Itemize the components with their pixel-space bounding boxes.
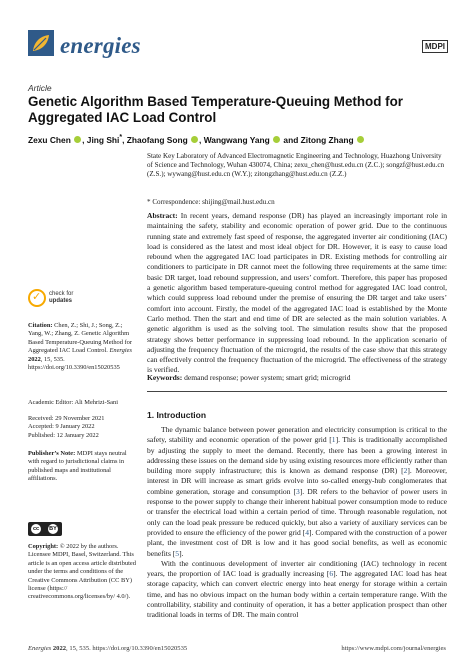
- by-icon: BY: [49, 526, 57, 532]
- paragraph-1-text: The dynamic balance between power generation and electricity consumption is critical to the safety, stability and economic operation of the power grid [1]. This is traditionally accomplished by adjusting the supply to meet the demand. Recently, there has been a growing interest in addressing these issues on the demand side by using existing resources more efficiently rather than building more supply infrastructure; this is known as demand response (DR) [2]. Moreover, interest in DR will increase as smart grids evolve into so-called energy-hub conglomerates that combine generation, storage and consumption [3]. DR refers to the behavior of power users in response to the power supply to change their inherent habitual power consumption mode to reduce or transfer the electrical load within a certain period of time. Through reasonable regulation, not only can the load peak pressure be reduced quickly, but also a variety of auxiliary services can be provided to ensure the efficiency of the power grid [4]. Compared with the construction of a power plant, the investment cost of DR is low and it has good social benefits, as well as economic benefits [5].: [147, 425, 447, 558]
- divider: [147, 391, 447, 392]
- publisher-note: [28, 450, 138, 484]
- cc-by-license-icon[interactable]: [28, 522, 62, 536]
- received-date: Received: 29 November 2021: [28, 415, 105, 422]
- citation: [28, 322, 138, 372]
- correspondence: * Correspondence: shijing@mail.hust.edu.cn: [147, 198, 275, 206]
- orcid-icon[interactable]: [357, 136, 364, 143]
- paragraph-1: [147, 425, 447, 559]
- author-name: Zexu Chen: [28, 134, 71, 145]
- journal-name: energies: [60, 33, 141, 58]
- affiliation: State Key Laboratory of Advanced Electromagnetic Engineering and Technology, Huazhong University of Science and Technology, Wuhan 430074, China; zexu_chen@hust.edu.cn (Z.C.); songzf@hust.edu.cn (Z.S.); wywang@hust.edu.cn (W.Y.); zitongzhang@hust.edu.cn (Z.Z.): [147, 152, 445, 179]
- publisher-note-text: MDPI stays neutral with regard to jurisdictional claims in published maps and institutional affiliations.: [28, 450, 127, 483]
- citation-text: Chen, Z.; Shi, J.; Song, Z.; Yang, W.; Zhang, Z. Genetic Algorithm Based Temperature-Queuing Method for Aggregated IAC Load Control.: [28, 322, 132, 355]
- paragraph-2-text: With the continuous development of inverter air conditioning (IAC) technology in recent years, the proportion of IAC load is gradually increasing [6]. The aggregated IAC load has heat storage capacity, which can convert electric energy into heat energy for storage within a certain time, and has no obvious impact on the human body within a certain temperature range. With the controllability, stability and continuity of operation, it has a better application prospect than other traditional loads in terms of DR. The main control: [147, 558, 447, 620]
- checkmark-icon: ✓: [32, 290, 42, 303]
- citation-link[interactable]: 1: [331, 435, 336, 445]
- citation-link[interactable]: 3: [296, 486, 300, 496]
- section-heading: 1. Introduction: [147, 410, 207, 420]
- citation-rest: , 15, 535. https://doi.org/10.3390/en15020535: [28, 355, 120, 372]
- author-superscript: *: [119, 134, 123, 141]
- check-updates-label: check for updates: [49, 291, 74, 304]
- citation-link[interactable]: 2: [403, 466, 408, 476]
- keywords-text: demand response; power system; smart grid; microgrid: [184, 373, 351, 382]
- copyright-text: © 2022 by the authors. Licensee MDPI, Basel, Switzerland. This article is an open access article distributed under the terms and conditions of the Creative Commons Attribution (CC BY) license (https:// creativecommons.org/licenses/by/ 4.0/).: [28, 543, 136, 601]
- orcid-icon[interactable]: [74, 136, 81, 143]
- academic-editor: Academic Editor: Ali Mehrizi-Sani: [28, 399, 118, 406]
- keywords-label: Keywords:: [147, 373, 183, 382]
- orcid-icon[interactable]: [191, 136, 198, 143]
- citation-year: 2022: [28, 355, 41, 363]
- publisher-note-label: Publisher’s Note:: [28, 450, 76, 457]
- abstract: [147, 211, 447, 376]
- copyright-label: Copyright:: [28, 543, 59, 550]
- leaf-logo-icon: [28, 30, 54, 56]
- publisher-badge: MDPI: [422, 40, 448, 53]
- copyright: [28, 543, 138, 602]
- article-type: Article: [28, 83, 52, 93]
- citation-link[interactable]: 6: [329, 569, 334, 579]
- author-name: Zitong Zhang: [300, 134, 354, 145]
- footer-citation: Energies 2022, 15, 535. https://doi.org/10.3390/en15020535: [28, 645, 188, 652]
- citation-link[interactable]: 4: [305, 527, 310, 537]
- author-list: Zexu Chen , Jing Shi*, Zhaofang Song , Wangwang Yang and Zitong Zhang: [28, 134, 458, 145]
- citation-journal: Energies: [109, 347, 132, 355]
- author-name: Jing Shi: [86, 134, 120, 145]
- author-name: Wangwang Yang: [203, 134, 270, 145]
- intro-body: [147, 425, 447, 621]
- keywords: [147, 373, 447, 382]
- citation-label: Citation:: [28, 322, 53, 329]
- footer-journal-url[interactable]: https://www.mdpi.com/journal/energies: [341, 645, 446, 652]
- orcid-icon[interactable]: [273, 136, 280, 143]
- cc-icon: cc: [32, 526, 40, 532]
- accepted-date: Accepted: 9 January 2022: [28, 423, 95, 431]
- published-date: Published: 12 January 2022: [28, 431, 99, 439]
- paragraph-2: [147, 559, 447, 621]
- publication-dates: [28, 415, 138, 440]
- abstract-text: In recent years, demand response (DR) has played an increasingly important role in maintaining the safety, stability and economic operation of power grid. Due to the continuous running state and extremely fast speed of response, the aggregated inverter air conditioning (IAC) load is considered as the latest and most ideal object for DR. However, it is easy to cause load rebound when the aggregated IAC load participates in DR. Existing methods for controlling air conditioners to participate in DR cannot meet the following three requirements at the same time: basic DR target, load rebound suppression, and users’ comfort. Therefore, this paper has proposed a genetic algorithm based temperature-queuing control method for aggregated IAC load control, which could suppress load rebound under the premise of ensuring the DR target and take users’ comfort into account. Firstly, the model of the aggregated IAC load is established by the Monte Carlo method. Then the start and end time of DR are selected as the main solution variables. A genetic algorithm is used as the solving tool. The simulation results show that the proposed strategy shows better performance in suppressing load rebound. In the application scenario of adjusting the frequency fluctuation of the microgrid, the results of the case show that this strategy can effectively control the frequency fluctuation of the microgrid. The effectiveness of the strategy is verified.: [147, 211, 447, 375]
- citation-link[interactable]: 5: [175, 548, 180, 558]
- author-name: Zhaofang Song: [126, 134, 188, 145]
- abstract-label: Abstract:: [147, 211, 178, 220]
- paper-title: Genetic Algorithm Based Temperature-Queuing Method for Aggregated IAC Load Control: [28, 94, 403, 125]
